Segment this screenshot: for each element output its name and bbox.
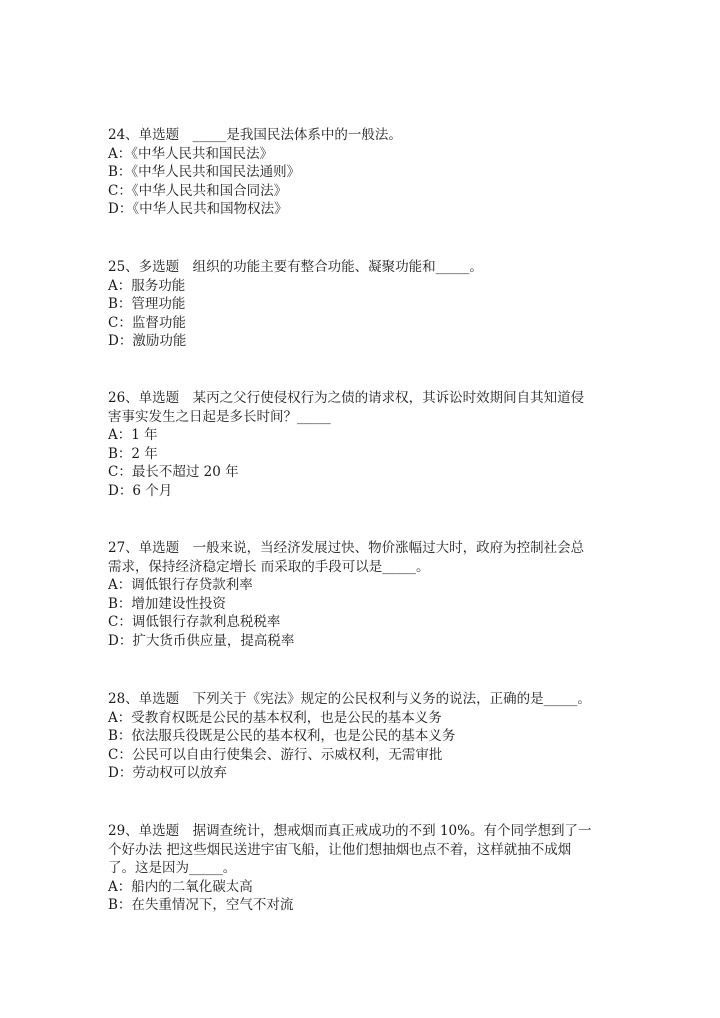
question-24: [108, 126, 618, 219]
option-a: A：船内的二氧化碳太高: [108, 878, 253, 895]
option-b: B：增加建设性投资: [108, 595, 226, 612]
option-d: D：6 个月: [108, 482, 173, 499]
question-28: [108, 690, 618, 783]
option-a: A：《中华人民共和国民法》: [108, 145, 273, 162]
option-b: B：管理功能: [108, 296, 186, 312]
question-stem-continued: 害事实发生之日起是多长时间？_____: [108, 408, 331, 425]
option-b: B：《中华人民共和国民法通则》: [108, 164, 301, 180]
question-stem-continued: 个好办法 把这些烟民送进宇宙飞船，让他们想抽烟也点不着，这样就抽不成烟: [108, 841, 572, 858]
option-d: D：《中华人民共和国物权法》: [108, 201, 288, 217]
question-stem: 25、多选题 组织的功能主要有整合功能、凝聚功能和_____。: [108, 259, 483, 275]
option-d: D：劳动权可以放弃: [108, 765, 227, 781]
question-stem: 29、单选题 据调查统计，想戒烟而真正戒成功的不到 10%。有个同学想到了一: [108, 823, 592, 839]
question-26: [108, 389, 618, 500]
question-29: [108, 822, 618, 915]
option-d: D：激励功能: [108, 333, 187, 349]
question-stem-continued: 需求，保持经济稳定增长 而采取的手段可以是_____。: [108, 558, 430, 575]
option-b: B：在失重情况下，空气不对流: [108, 897, 294, 913]
question-27: [108, 539, 618, 650]
question-stem: 24、单选题 _____是我国民法体系中的一般法。: [108, 127, 402, 143]
option-c: C：公民可以自由行使集会、游行、示威权利，无需审批: [108, 746, 443, 763]
option-c: C：调低银行存款利息税税率: [108, 614, 281, 630]
option-a: A：服务功能: [108, 277, 186, 294]
option-a: A：调低银行存贷款利率: [108, 577, 253, 593]
option-a: A：1 年: [108, 427, 158, 443]
option-b: B：依法服兵役既是公民的基本权利，也是公民的基本义务: [108, 728, 456, 744]
option-c: C：《中华人民共和国合同法》: [108, 182, 288, 199]
option-d: D：扩大货币供应量，提高税率: [108, 632, 295, 649]
question-stem-continued: 了。这是因为_____。: [108, 860, 237, 876]
question-25: [108, 258, 618, 351]
option-c: C：最长不超过 20 年: [108, 464, 239, 480]
option-b: B：2 年: [108, 445, 158, 462]
question-stem: 26、单选题 某丙之父行使侵权行为之债的请求权，其诉讼时效期间自其知道侵: [108, 390, 585, 406]
question-stem: 27、单选题 一般来说，当经济发展过快、物价涨幅过大时，政府为控制社会总: [108, 540, 585, 556]
question-stem: 28、单选题 下列关于《宪法》规定的公民权利与义务的说法，正确的是_____。: [108, 691, 591, 707]
option-a: A：受教育权既是公民的基本权利，也是公民的基本义务: [108, 709, 442, 726]
option-c: C：监督功能: [108, 314, 186, 331]
